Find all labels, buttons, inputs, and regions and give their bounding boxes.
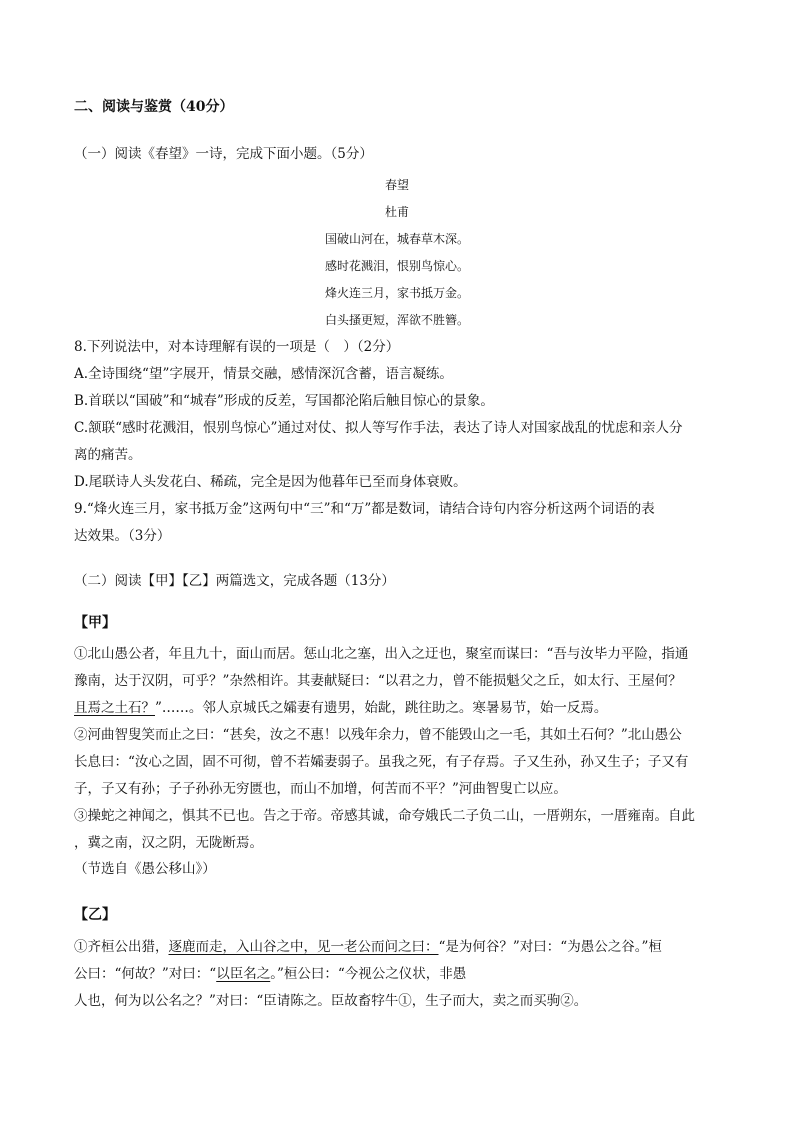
poem-line: 国破山河在，城春草木深。 — [324, 232, 469, 246]
jia-paragraph-line: ②河曲智叟笑而止之曰：“甚矣，汝之不惠！以残年余力，曾不能毁山之一毛，其如土石何？”北山愚公 — [74, 727, 682, 743]
option-c: C.颔联“感时花溅泪，恨别鸟惊心”通过对仗、拟人等写作手法，表达了诗人对国家战乱的忧虑和亲人分 — [74, 420, 683, 436]
yi-paragraph-line: 公曰：“何故？”对曰：“以臣名之。”桓公曰：“今视公之仪状，非愚 — [74, 966, 467, 982]
question-9-cont: 达效果。（3分） — [74, 528, 171, 544]
jia-paragraph-line: 且焉之土石？”……。邻人京城氏之孀妻有遗男，始龀，跳往助之。寒暑易节，始一反焉。 — [74, 700, 608, 716]
jia-paragraph-line: ，冀之南，汉之阴，无陇断焉。 — [74, 835, 263, 851]
poem-author: 杜甫 — [384, 205, 409, 219]
yi-paragraph-line: 人也，何为以公名之？”对曰：“臣请陈之。臣故畜牸牛①，生子而大，卖之而买驹②。 — [74, 993, 588, 1009]
jia-source: （节选自《愚公移山》） — [74, 861, 216, 877]
option-d: D.尾联诗人头发花白、稀疏，完全是因为他暮年已至而身体衰败。 — [74, 474, 467, 490]
poem-line: 感时花溅泪，恨别鸟惊心。 — [324, 259, 469, 273]
jia-label: 【甲】 — [74, 615, 116, 631]
poem-line: 烽火连三月，家书抵万金。 — [324, 286, 469, 300]
yi-paragraph-line: ①齐桓公出猎，逐鹿而走，入山谷之中，见一老公而问之曰：“是为何谷？”对曰：“为愚公之谷。”桓 — [74, 939, 662, 955]
jia-paragraph-line: 子，子又有孙；子子孙孙无穷匮也，而山不加增，何苦而不平？”河曲智叟亡以应。 — [74, 781, 567, 797]
underlined-phrase: 以臣名之 — [216, 966, 271, 982]
poem-title: 春望 — [384, 178, 409, 192]
part1-heading: （一）阅读《春望》一诗，完成下面小题。（5分） — [74, 146, 373, 162]
yi-label: 【乙】 — [74, 907, 116, 923]
jia-paragraph-line: 长息曰：“汝心之固，固不可彻，曾不若孀妻弱子。虽我之死，有子存焉。子又生孙，孙又生子；子又有 — [74, 754, 689, 770]
option-b: B.首联以“国破”和“城春”形成的反差，写国都沦陷后触目惊心的景象。 — [74, 393, 494, 409]
jia-paragraph-line: ③操蛇之神闻之，惧其不已也。告之于帝。帝感其诚，命夸娥氏二子负二山，一厝朔东，一厝雍南。自此 — [74, 808, 695, 824]
question-9: 9.“烽火连三月，家书抵万金”这两句中“三”和“万”都是数词，请结合诗句内容分析这两个词语的表 — [74, 501, 655, 517]
jia-paragraph-line: 豫南，达于汉阴，可乎？”杂然相许。其妻献疑曰：“以君之力，曾不能损魁父之丘，如太行、王屋何？ — [74, 673, 682, 689]
underlined-phrase: 且焉之土石？ — [74, 700, 155, 716]
underlined-phrase: 逐鹿而走，入山谷之中，见一老公而问之曰： — [168, 939, 439, 955]
jia-paragraph-line: ①北山愚公者，年且九十，面山而居。惩山北之塞，出入之迂也，聚室而谋曰：“吾与汝毕力平险，指通 — [74, 646, 689, 662]
question-8-stem: 8.下列说法中，对本诗理解有误的一项是（ ）（2分） — [74, 339, 400, 355]
option-a: A.全诗围绕“望”字展开，情景交融，感情深沉含蓄，语言凝练。 — [74, 366, 453, 382]
section-title: 二、阅读与鉴赏（40分） — [74, 99, 234, 115]
option-c-cont: 离的痛苦。 — [74, 447, 142, 463]
part2-heading: （二）阅读【甲】【乙】两篇选文，完成各题（13分） — [74, 573, 395, 589]
poem-line: 白头搔更短，浑欲不胜簪。 — [324, 313, 469, 327]
